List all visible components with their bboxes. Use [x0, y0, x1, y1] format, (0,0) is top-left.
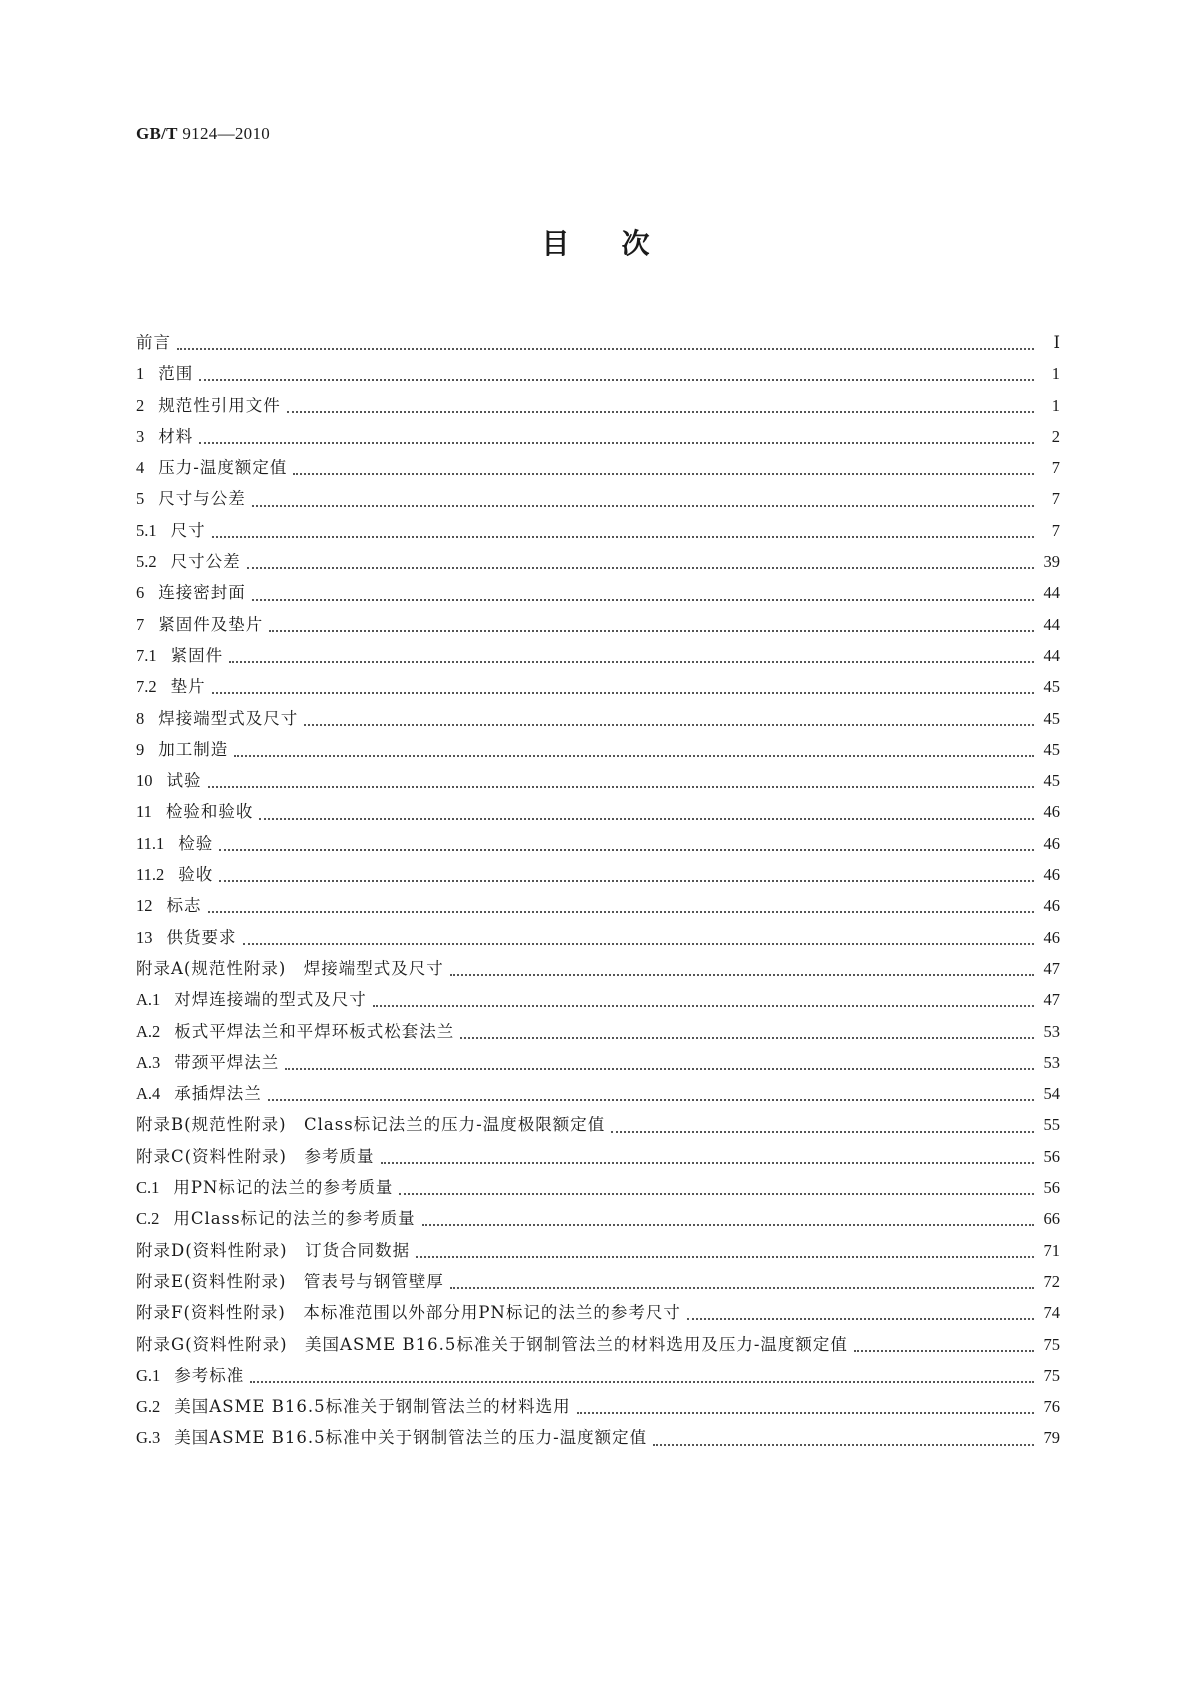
dot-leader	[247, 566, 1034, 569]
dot-leader	[653, 1443, 1034, 1446]
toc-entry-number: 10	[136, 771, 153, 791]
toc-entry[interactable]	[136, 483, 1060, 514]
toc-entry[interactable]	[136, 953, 1060, 984]
toc-entry-title: 对焊连接端的型式及尺寸	[174, 990, 367, 1010]
toc-entry-title: 垫片	[170, 677, 206, 697]
toc-entry-number: G.2	[136, 1397, 161, 1417]
dot-leader	[304, 723, 1034, 726]
toc-entry-page: Ⅰ	[1053, 333, 1060, 352]
dot-leader	[373, 1004, 1034, 1007]
toc-entry[interactable]	[136, 922, 1060, 953]
toc-entry-page: 45	[1043, 739, 1060, 759]
toc-entry-number: 7	[136, 614, 145, 634]
dot-leader	[577, 1411, 1034, 1414]
toc-entry-page: 53	[1043, 1052, 1060, 1072]
toc-entry[interactable]	[136, 1078, 1060, 1109]
toc-entry[interactable]	[136, 1203, 1060, 1234]
toc-entry-page: 44	[1043, 614, 1060, 634]
toc-entry-title: 尺寸	[170, 520, 206, 540]
toc-entry-page: 45	[1043, 677, 1060, 697]
dot-leader	[250, 1380, 1034, 1383]
dot-leader	[243, 942, 1035, 945]
toc-entry[interactable]	[136, 609, 1060, 640]
table-of-contents	[136, 327, 1060, 1454]
toc-entry-number: 3	[136, 426, 145, 446]
toc-entry[interactable]	[136, 703, 1060, 734]
toc-entry-number: A.4	[136, 1084, 161, 1104]
toc-entry-title: 附录C(资料性附录) 参考质量	[136, 1146, 375, 1166]
dot-leader	[199, 378, 1034, 381]
dot-leader	[212, 691, 1034, 694]
toc-entry-page: 7	[1051, 489, 1060, 509]
dot-leader	[252, 504, 1034, 507]
toc-entry-number: 13	[136, 927, 153, 947]
toc-entry-page: 74	[1043, 1303, 1060, 1323]
toc-entry-page: 66	[1043, 1209, 1060, 1229]
toc-entry[interactable]	[136, 890, 1060, 921]
toc-entry[interactable]	[136, 327, 1060, 358]
toc-entry-number: 11	[136, 802, 152, 822]
toc-entry-title: 紧固件及垫片	[158, 614, 264, 634]
toc-entry[interactable]	[136, 984, 1060, 1015]
document-code	[136, 124, 270, 144]
toc-entry-page: 46	[1043, 833, 1060, 853]
toc-entry[interactable]	[136, 390, 1060, 421]
toc-entry[interactable]	[136, 1329, 1060, 1360]
toc-entry-page: 44	[1043, 583, 1060, 603]
dot-leader	[416, 1255, 1034, 1258]
toc-entry-page: 7	[1051, 520, 1060, 540]
toc-entry-number: 1	[136, 364, 145, 384]
toc-entry-number: A.2	[136, 1021, 161, 1041]
toc-entry[interactable]	[136, 828, 1060, 859]
dot-leader	[259, 817, 1034, 820]
toc-entry-title: 尺寸公差	[170, 552, 241, 572]
dot-leader	[177, 347, 1034, 350]
dot-leader	[234, 754, 1034, 757]
toc-entry-title: 附录E(资料性附录) 管表号与钢管壁厚	[136, 1271, 444, 1291]
dot-leader	[450, 973, 1034, 976]
toc-entry-number: 5.1	[136, 520, 157, 540]
dot-leader	[229, 660, 1034, 663]
toc-entry-title: 检验	[178, 833, 214, 853]
toc-entry-title: 材料	[158, 426, 194, 446]
toc-entry[interactable]	[136, 1141, 1060, 1172]
dot-leader	[381, 1161, 1035, 1164]
toc-entry[interactable]	[136, 1266, 1060, 1297]
toc-entry-page: 75	[1043, 1334, 1060, 1354]
toc-entry-title: 检验和验收	[165, 802, 254, 822]
dot-leader	[208, 910, 1035, 913]
toc-entry-title: 压力-温度额定值	[158, 458, 288, 478]
toc-entry[interactable]	[136, 1360, 1060, 1391]
toc-entry-page: 75	[1043, 1365, 1060, 1385]
dot-leader	[199, 441, 1034, 444]
toc-entry-title: 范围	[158, 364, 194, 384]
toc-entry[interactable]	[136, 421, 1060, 452]
toc-entry[interactable]	[136, 640, 1060, 671]
toc-entry-title: 美国ASME B16.5标准关于钢制管法兰的材料选用	[174, 1397, 571, 1417]
toc-entry-title: 前言	[136, 333, 171, 352]
toc-entry-number: A.1	[136, 990, 161, 1010]
toc-entry-page: 46	[1043, 802, 1060, 822]
document-code-prefix: GB/T	[136, 124, 178, 143]
dot-leader	[285, 1067, 1034, 1070]
dot-leader	[460, 1036, 1034, 1039]
toc-entry[interactable]	[136, 1172, 1060, 1203]
toc-entry-page: 53	[1043, 1021, 1060, 1041]
toc-entry-title: 加工制造	[158, 739, 229, 759]
toc-entry-page: 54	[1043, 1084, 1060, 1104]
toc-entry-page: 44	[1043, 645, 1060, 665]
toc-entry-page: 7	[1051, 458, 1060, 478]
toc-entry-title: 标志	[166, 896, 202, 916]
toc-entry-page: 56	[1043, 1146, 1060, 1166]
toc-entry[interactable]	[136, 1297, 1060, 1328]
toc-entry-title: 规范性引用文件	[158, 395, 281, 415]
toc-entry-title: 尺寸与公差	[158, 489, 246, 509]
toc-entry-title: 承插焊法兰	[174, 1084, 262, 1104]
toc-entry-title: 附录G(资料性附录) 美国ASME B16.5标准关于钢制管法兰的材料选用及压力-温度额定值	[136, 1334, 848, 1354]
toc-entry-number: 8	[136, 708, 145, 728]
toc-entry[interactable]	[136, 577, 1060, 608]
toc-entry-number: 11.2	[136, 865, 165, 885]
toc-entry-page: 46	[1043, 865, 1060, 885]
toc-entry-page: 2	[1051, 426, 1060, 446]
toc-entry[interactable]	[136, 358, 1060, 389]
dot-leader	[219, 879, 1034, 882]
toc-entry[interactable]	[136, 765, 1060, 796]
toc-entry-page: 47	[1043, 958, 1060, 978]
toc-entry-page: 72	[1043, 1271, 1060, 1291]
toc-entry-title: 附录A(规范性附录) 焊接端型式及尺寸	[136, 958, 444, 978]
toc-entry-title: 参考标准	[174, 1365, 245, 1385]
toc-entry-number: 11.1	[136, 833, 165, 853]
toc-entry-number: 6	[136, 583, 145, 603]
toc-entry-title: 附录B(规范性附录) Class标记法兰的压力-温度极限额定值	[136, 1115, 606, 1135]
toc-entry-number: 2	[136, 395, 145, 415]
toc-entry-title: 供货要求	[166, 927, 237, 947]
toc-entry-page: 1	[1051, 364, 1060, 384]
toc-entry-number: 7.1	[136, 645, 157, 665]
dot-leader	[687, 1317, 1034, 1320]
toc-entry-title: 焊接端型式及尺寸	[158, 708, 299, 728]
page-title: 目次	[541, 227, 702, 260]
toc-entry[interactable]	[136, 796, 1060, 827]
toc-entry-number: 5	[136, 489, 145, 509]
dot-leader	[854, 1349, 1034, 1352]
toc-entry[interactable]	[136, 452, 1060, 483]
dot-leader	[287, 410, 1034, 413]
toc-entry-page: 76	[1043, 1397, 1060, 1417]
dot-leader	[208, 785, 1035, 788]
toc-entry-page: 39	[1043, 552, 1060, 572]
dot-leader	[252, 598, 1034, 601]
toc-entry-number: C.1	[136, 1178, 160, 1198]
toc-entry-number: 9	[136, 739, 145, 759]
toc-entry-page: 55	[1043, 1115, 1060, 1135]
toc-entry-number: G.3	[136, 1428, 161, 1448]
toc-entry-title: 带颈平焊法兰	[174, 1052, 280, 1072]
toc-entry-page: 46	[1043, 896, 1060, 916]
toc-entry-number: 4	[136, 458, 145, 478]
toc-entry-title: 板式平焊法兰和平焊环板式松套法兰	[174, 1021, 455, 1041]
toc-entry[interactable]	[136, 546, 1060, 577]
toc-entry-title: 紧固件	[170, 645, 224, 665]
toc-entry[interactable]	[136, 1422, 1060, 1453]
toc-entry-page: 45	[1043, 771, 1060, 791]
toc-entry-page: 71	[1043, 1240, 1060, 1260]
dot-leader	[219, 848, 1034, 851]
toc-entry[interactable]	[136, 671, 1060, 702]
dot-leader	[450, 1286, 1034, 1289]
toc-entry[interactable]	[136, 1016, 1060, 1047]
toc-entry-number: C.2	[136, 1209, 160, 1229]
dot-leader	[293, 472, 1034, 475]
toc-entry[interactable]	[136, 1047, 1060, 1078]
toc-entry-page: 1	[1051, 395, 1060, 415]
toc-entry[interactable]	[136, 1235, 1060, 1266]
dot-leader	[422, 1223, 1034, 1226]
toc-entry-page: 79	[1043, 1428, 1060, 1448]
toc-entry[interactable]	[136, 859, 1060, 890]
toc-entry-title: 附录D(资料性附录) 订货合同数据	[136, 1240, 411, 1260]
toc-entry-number: 7.2	[136, 677, 157, 697]
toc-entry-title: 美国ASME B16.5标准中关于钢制管法兰的压力-温度额定值	[174, 1428, 648, 1448]
toc-entry[interactable]	[136, 1109, 1060, 1140]
toc-entry-number: G.1	[136, 1365, 161, 1385]
toc-entry-title: 连接密封面	[158, 583, 246, 603]
document-code-number: 9124—2010	[177, 124, 271, 143]
toc-entry-title: 用PN标记的法兰的参考质量	[173, 1178, 394, 1198]
dot-leader	[268, 1098, 1034, 1101]
toc-entry-page: 45	[1043, 708, 1060, 728]
toc-entry-number: 5.2	[136, 552, 157, 572]
toc-entry-title: 试验	[166, 771, 202, 791]
dot-leader	[611, 1130, 1034, 1133]
toc-entry-number: A.3	[136, 1052, 161, 1072]
toc-entry[interactable]	[136, 734, 1060, 765]
dot-leader	[212, 535, 1034, 538]
toc-entry-title: 用Class标记的法兰的参考质量	[173, 1209, 416, 1229]
toc-entry-number: 12	[136, 896, 153, 916]
toc-entry-page: 47	[1043, 990, 1060, 1010]
toc-entry[interactable]	[136, 515, 1060, 546]
toc-entry[interactable]	[136, 1391, 1060, 1422]
toc-entry-title: 验收	[178, 865, 214, 885]
toc-entry-page: 56	[1043, 1178, 1060, 1198]
dot-leader	[399, 1192, 1034, 1195]
toc-entry-page: 46	[1043, 927, 1060, 947]
toc-entry-title: 附录F(资料性附录) 本标准范围以外部分用PN标记的法兰的参考尺寸	[136, 1303, 681, 1323]
dot-leader	[269, 629, 1034, 632]
